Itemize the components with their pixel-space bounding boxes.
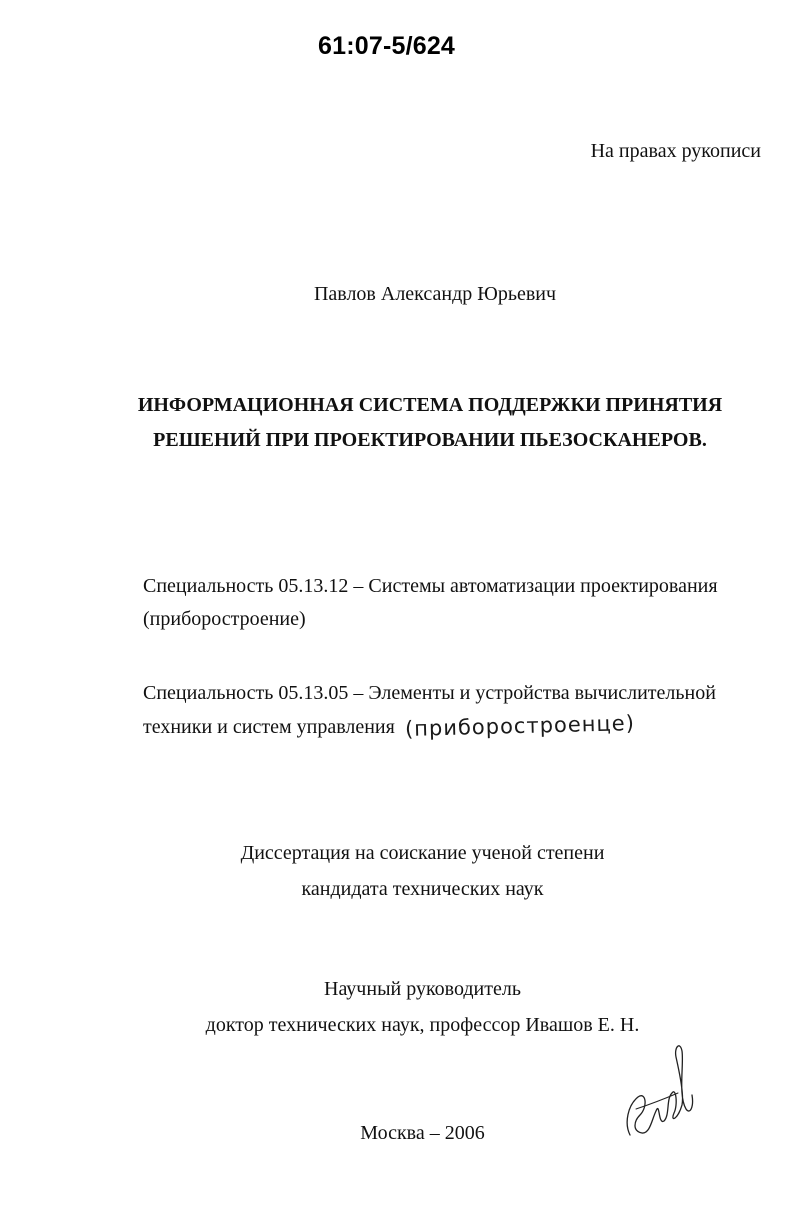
handwritten-annotation: (приборостроенце)	[404, 710, 636, 742]
specialty-1-line-1: Специальность 05.13.12 – Системы автоматизации проектирования	[143, 575, 718, 597]
dissertation-line-1: Диссертация на соискание ученой степени	[240, 842, 605, 864]
specialty-2	[143, 677, 743, 744]
rights-note: На правах рукописи	[590, 140, 761, 162]
catalog-code: 61:07-5/624	[318, 32, 456, 60]
title-line-2: РЕШЕНИЙ ПРИ ПРОЕКТИРОВАНИИ ПЬЕЗОСКАНЕРОВ.	[153, 429, 707, 451]
supervisor-name: доктор технических наук, профессор Ивашов Е. Н.	[205, 1014, 640, 1036]
dissertation-title	[130, 388, 730, 458]
dissertation-line-2: кандидата технических наук	[301, 878, 544, 900]
specialty-2-line-2: техники и систем управления	[143, 716, 395, 738]
specialty-2-line-2-wrap	[143, 710, 743, 744]
specialty-2-line-1: Специальность 05.13.05 – Элементы и устройства вычислительной	[143, 682, 716, 704]
supervisor-label: Научный руководитель	[324, 978, 521, 1000]
author-name: Павлов Александр Юрьевич	[313, 283, 557, 305]
city-year: Москва – 2006	[360, 1122, 485, 1144]
title-line-1: ИНФОРМАЦИОННАЯ СИСТЕМА ПОДДЕРЖКИ ПРИНЯТИЯ	[137, 394, 723, 416]
specialty-1	[143, 570, 743, 636]
dissertation-degree	[0, 835, 795, 907]
supervisor-block	[0, 971, 795, 1043]
specialty-1-line-2: (приборостроение)	[143, 608, 306, 630]
